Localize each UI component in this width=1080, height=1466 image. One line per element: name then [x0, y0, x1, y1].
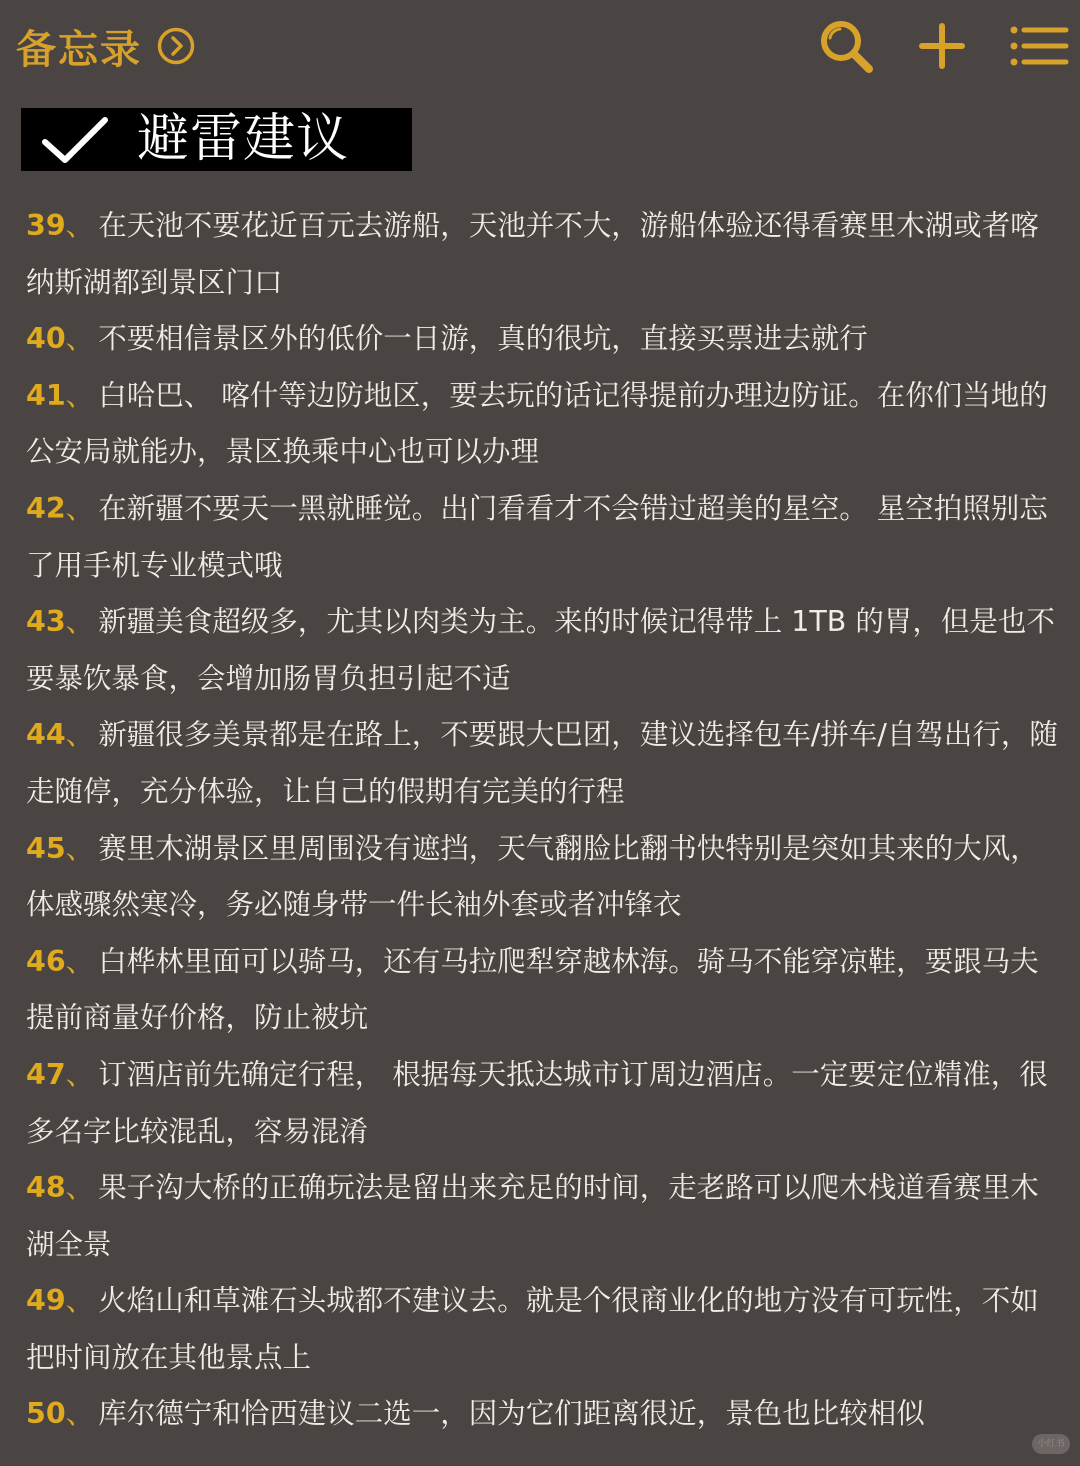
tip-separator: 、 [65, 322, 95, 356]
tip-number: 41 [26, 378, 66, 412]
tip-number: 48 [26, 1171, 66, 1205]
tip-text: 新疆美食超级多，尤其以肉类为主。来的时候记得带上 1TB 的胃，但是也不要暴饮暴食，会增加肠胃负担引起不适 [26, 605, 1055, 695]
search-icon [814, 14, 878, 78]
tip-text: 库尔德宁和恰西建议二选一，因为它们距离很近，景色也比较相似 [98, 1397, 925, 1431]
tip-item [26, 1047, 1060, 1160]
tip-text: 在天池不要花近百元去游船，天池并不大，游船体验还得看赛里木湖或者喀纳斯湖都到景区门口 [26, 209, 1039, 299]
tip-separator: 、 [65, 209, 95, 242]
tip-text: 火焰山和草滩石头城都不建议去。就是个很商业化的地方没有可玩性，不如把时间放在其他景点上 [26, 1284, 1039, 1374]
tip-text: 订酒店前先确定行程， 根据每天抵达城市订周边酒店。一定要定位精准，很多名字比较混乱，容易混淆 [26, 1057, 1048, 1148]
tip-text: 新疆很多美景都是在路上，不要跟大巴团，建议选择包车/拼车/自驾出行，随走随停，充分体验，让自己的假期有完美的行程 [26, 718, 1058, 808]
tip-number: 46 [26, 944, 66, 978]
tip-separator: 、 [65, 718, 95, 752]
tip-item [26, 934, 1060, 1047]
tip-item [26, 707, 1060, 820]
tip-separator: 、 [65, 944, 95, 978]
watermark-badge: 小红书 [1032, 1434, 1070, 1454]
tip-number: 44 [26, 718, 66, 752]
tip-item [26, 368, 1060, 481]
tip-separator: 、 [65, 378, 95, 412]
tip-item [26, 1160, 1060, 1273]
chevron-right-circle-icon [156, 26, 196, 66]
add-note-button[interactable] [910, 14, 974, 78]
tip-item [26, 481, 1060, 594]
tip-number: 45 [26, 831, 66, 865]
search-button[interactable] [814, 14, 878, 78]
tip-number: 42 [26, 491, 66, 525]
tip-item [26, 821, 1060, 934]
tip-separator: 、 [65, 1171, 95, 1205]
section-title: 避雷建议 [137, 109, 350, 169]
tip-number: 39 [26, 209, 66, 242]
tip-text: 果子沟大桥的正确玩法是留出来充足的时间，走老路可以爬木栈道看赛里木湖全景 [26, 1171, 1039, 1261]
tip-number: 43 [26, 605, 66, 639]
tip-number: 50 [26, 1397, 66, 1431]
tips-list [26, 198, 1060, 1443]
tip-separator: 、 [65, 831, 95, 865]
tip-number: 49 [26, 1284, 66, 1318]
tip-text: 不要相信景区外的低价一日游，真的很坑，直接买票进去就行 [98, 322, 868, 356]
tip-item [26, 594, 1060, 707]
tip-item [26, 1386, 1060, 1443]
tip-text: 白哈巴、 喀什等边防地区，要去玩的话记得提前办理边防证。在你们当地的公安局就能办，景区换乘中心也可以办理 [26, 378, 1048, 469]
tip-separator: 、 [65, 605, 95, 639]
notes-back-button[interactable] [16, 18, 196, 74]
tip-number: 47 [26, 1057, 66, 1091]
list-icon [1006, 14, 1070, 78]
section-heading [21, 108, 412, 171]
tip-item [26, 1273, 1060, 1386]
tip-separator: 、 [65, 1397, 95, 1431]
top-bar [0, 0, 1080, 96]
checkmark-icon [39, 112, 111, 168]
tip-item [26, 198, 1060, 311]
tip-separator: 、 [65, 1284, 95, 1318]
tip-separator: 、 [65, 491, 95, 525]
tip-number: 40 [26, 322, 66, 356]
plus-icon [910, 14, 974, 78]
tip-item [26, 311, 1060, 368]
tip-text: 在新疆不要天一黑就睡觉。出门看看才不会错过超美的星空。 星空拍照别忘了用手机专业模式哦 [26, 491, 1048, 582]
tip-separator: 、 [65, 1057, 95, 1091]
tip-text: 白桦林里面可以骑马，还有马拉爬犁穿越林海。骑马不能穿凉鞋，要跟马夫提前商量好价格，防止被坑 [26, 944, 1039, 1035]
menu-button[interactable] [1006, 14, 1070, 78]
tip-text: 赛里木湖景区里周围没有遮挡，天气翻脸比翻书快特别是突如其来的大风，体感骤然寒冷，务必随身带一件长袖外套或者冲锋衣 [26, 831, 1039, 922]
app-title: 备忘录 [16, 26, 142, 73]
